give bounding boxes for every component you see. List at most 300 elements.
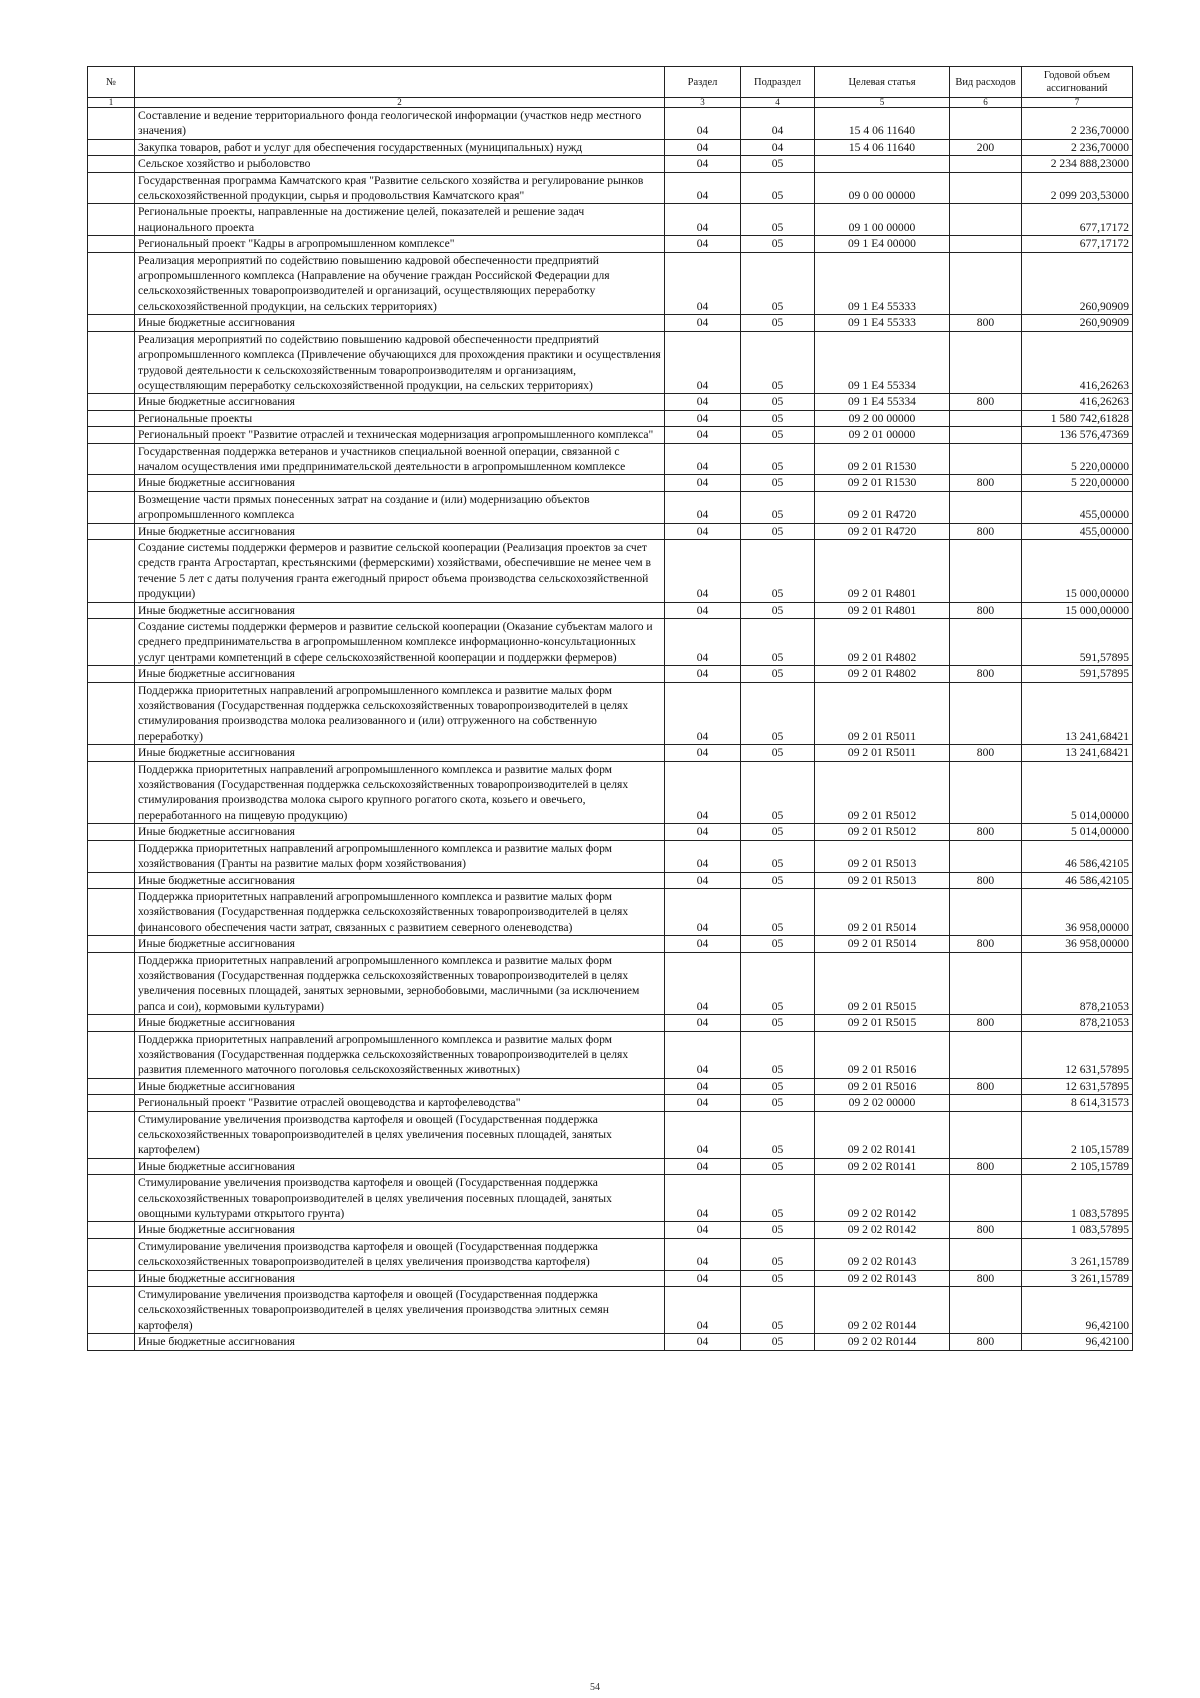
table-row: [88, 682, 1133, 745]
row-subsection-cell: 04: [741, 108, 815, 140]
page-number: 54: [590, 1682, 600, 1693]
row-expense-type-cell: 800: [950, 1334, 1022, 1350]
row-subsection-cell: 05: [741, 619, 815, 666]
row-subsection-cell: 05: [741, 840, 815, 872]
row-expense-type-cell: [950, 204, 1022, 236]
row-number-cell: [88, 1175, 135, 1222]
row-article-cell: 09 2 02 00000: [815, 1095, 950, 1111]
row-name-cell: Иные бюджетные ассигнования: [135, 394, 665, 410]
row-section-cell: 04: [665, 1111, 741, 1158]
row-expense-type-cell: 800: [950, 1222, 1022, 1238]
table-row: [88, 204, 1133, 236]
row-number-cell: [88, 331, 135, 394]
row-name-cell: Иные бюджетные ассигнования: [135, 1270, 665, 1286]
row-expense-type-cell: [950, 331, 1022, 394]
row-number-cell: [88, 824, 135, 840]
row-name-cell: Поддержка приоритетных направлений агропромышленного комплекса и развитие малых форм хозяйствования (Государственная поддержка сельскохозяйственных товаропроизводителей в целях финансового обеспечения части затрат, связанных с развитием северного оленеводства): [135, 888, 665, 935]
row-expense-type-cell: [950, 1095, 1022, 1111]
row-name-cell: Иные бюджетные ассигнования: [135, 745, 665, 761]
table-row: [88, 824, 1133, 840]
row-subsection-cell: 05: [741, 666, 815, 682]
row-article-cell: 09 2 01 R4720: [815, 491, 950, 523]
row-amount-cell: 36 958,00000: [1022, 936, 1133, 952]
row-subsection-cell: 05: [741, 952, 815, 1015]
table-row: [88, 936, 1133, 952]
row-section-cell: 04: [665, 1238, 741, 1270]
row-section-cell: 04: [665, 745, 741, 761]
row-name-cell: Стимулирование увеличения производства картофеля и овощей (Государственная поддержка сельскохозяйственных товаропроизводителей в целях увеличения производства картофеля): [135, 1238, 665, 1270]
row-expense-type-cell: 800: [950, 315, 1022, 331]
row-expense-type-cell: [950, 156, 1022, 172]
row-name-cell: Региональные проекты, направленные на достижение целей, показателей и решение задач национального проекта: [135, 204, 665, 236]
table-row: [88, 172, 1133, 204]
row-section-cell: 04: [665, 840, 741, 872]
row-amount-cell: 15 000,00000: [1022, 539, 1133, 602]
table-row: [88, 315, 1133, 331]
row-section-cell: 04: [665, 172, 741, 204]
row-amount-cell: 5 220,00000: [1022, 475, 1133, 491]
row-subsection-cell: 05: [741, 1158, 815, 1174]
table-row: [88, 952, 1133, 1015]
row-section-cell: 04: [665, 523, 741, 539]
row-name-cell: Реализация мероприятий по содействию повышению кадровой обеспеченности предприятий агропромышленного комплекса (Направление на обучение граждан Российской Федерации для сельскохозяйственных товаропроизводителей и организаций, осуществляющих переработку сельскохозяйственной продукции, на сельских территориях): [135, 252, 665, 315]
row-name-cell: Составление и ведение территориального фонда геологической информации (участков недр местного значения): [135, 108, 665, 140]
row-name-cell: Иные бюджетные ассигнования: [135, 1222, 665, 1238]
row-article-cell: 09 2 01 R5014: [815, 888, 950, 935]
row-expense-type-cell: 800: [950, 602, 1022, 618]
row-amount-cell: 5 014,00000: [1022, 824, 1133, 840]
row-subsection-cell: 05: [741, 936, 815, 952]
row-amount-cell: 46 586,42105: [1022, 840, 1133, 872]
row-section-cell: 04: [665, 602, 741, 618]
row-article-cell: 09 2 01 R4802: [815, 619, 950, 666]
row-article-cell: 09 2 01 R5014: [815, 936, 950, 952]
row-article-cell: 09 2 01 R5016: [815, 1031, 950, 1078]
table-row: [88, 1078, 1133, 1094]
row-number-cell: [88, 204, 135, 236]
row-expense-type-cell: 800: [950, 1158, 1022, 1174]
row-expense-type-cell: [950, 443, 1022, 475]
row-number-cell: [88, 139, 135, 155]
row-subsection-cell: 05: [741, 491, 815, 523]
row-amount-cell: 96,42100: [1022, 1287, 1133, 1334]
header-name: [135, 67, 665, 98]
row-article-cell: 09 2 01 R5011: [815, 745, 950, 761]
row-section-cell: 04: [665, 491, 741, 523]
row-article-cell: 09 2 01 R5012: [815, 824, 950, 840]
row-amount-cell: 8 614,31573: [1022, 1095, 1133, 1111]
table-row: [88, 602, 1133, 618]
table-row: [88, 619, 1133, 666]
table-row: [88, 1158, 1133, 1174]
header-annual-amount: Годовой объем ассигнований: [1022, 67, 1133, 98]
row-number-cell: [88, 1222, 135, 1238]
table-row: [88, 1222, 1133, 1238]
row-expense-type-cell: [950, 410, 1022, 426]
row-number-cell: [88, 1031, 135, 1078]
row-expense-type-cell: [950, 108, 1022, 140]
table-row: [88, 427, 1133, 443]
column-index-cell: 4: [741, 98, 815, 108]
row-subsection-cell: 05: [741, 410, 815, 426]
row-subsection-cell: 05: [741, 872, 815, 888]
row-name-cell: Иные бюджетные ассигнования: [135, 602, 665, 618]
row-number-cell: [88, 619, 135, 666]
row-name-cell: Иные бюджетные ассигнования: [135, 1334, 665, 1350]
row-article-cell: 09 1 E4 55333: [815, 252, 950, 315]
row-amount-cell: 3 261,15789: [1022, 1270, 1133, 1286]
row-subsection-cell: 05: [741, 1334, 815, 1350]
table-row: [88, 1175, 1133, 1222]
row-amount-cell: 2 105,15789: [1022, 1111, 1133, 1158]
row-amount-cell: 455,00000: [1022, 491, 1133, 523]
row-amount-cell: 1 083,57895: [1022, 1175, 1133, 1222]
row-article-cell: 09 2 01 R5016: [815, 1078, 950, 1094]
row-expense-type-cell: 800: [950, 824, 1022, 840]
row-name-cell: Поддержка приоритетных направлений агропромышленного комплекса и развитие малых форм хозяйствования (Государственная поддержка сельскохозяйственных товаропроизводителей в целях развития племенного маточного поголовья сельскохозяйственных животных): [135, 1031, 665, 1078]
table-row: [88, 1031, 1133, 1078]
row-name-cell: Поддержка приоритетных направлений агропромышленного комплекса и развитие малых форм хозяйствования (Государственная поддержка сельскохозяйственных товаропроизводителей в целях стимулирования производства молока сырого крупного рогатого скота, козьего и овечьего, переработанного на пищевую продукцию): [135, 761, 665, 824]
table-row: [88, 888, 1133, 935]
row-expense-type-cell: [950, 427, 1022, 443]
row-expense-type-cell: 800: [950, 1015, 1022, 1031]
row-amount-cell: 5 014,00000: [1022, 761, 1133, 824]
row-article-cell: 09 2 01 R5013: [815, 872, 950, 888]
row-expense-type-cell: [950, 1111, 1022, 1158]
table-row: [88, 156, 1133, 172]
table-row: [88, 443, 1133, 475]
table-row: [88, 1111, 1133, 1158]
table-row: [88, 331, 1133, 394]
row-article-cell: 09 2 01 00000: [815, 427, 950, 443]
row-section-cell: 04: [665, 619, 741, 666]
table-header-row: [88, 67, 1133, 98]
row-section-cell: 04: [665, 156, 741, 172]
row-subsection-cell: 05: [741, 1015, 815, 1031]
row-name-cell: Закупка товаров, работ и услуг для обеспечения государственных (муниципальных) нужд: [135, 139, 665, 155]
row-article-cell: 09 2 02 R0142: [815, 1175, 950, 1222]
row-number-cell: [88, 666, 135, 682]
row-number-cell: [88, 840, 135, 872]
row-subsection-cell: 05: [741, 745, 815, 761]
row-number-cell: [88, 443, 135, 475]
row-expense-type-cell: 800: [950, 936, 1022, 952]
row-name-cell: Иные бюджетные ассигнования: [135, 523, 665, 539]
row-article-cell: [815, 156, 950, 172]
row-name-cell: Поддержка приоритетных направлений агропромышленного комплекса и развитие малых форм хозяйствования (Гранты на развитие малых форм хозяйствования): [135, 840, 665, 872]
row-article-cell: 09 2 01 R5011: [815, 682, 950, 745]
row-number-cell: [88, 475, 135, 491]
table-row: [88, 1270, 1133, 1286]
table-row: [88, 1238, 1133, 1270]
row-article-cell: 09 1 E4 55334: [815, 331, 950, 394]
row-expense-type-cell: 200: [950, 139, 1022, 155]
table-row: [88, 1334, 1133, 1350]
row-subsection-cell: 05: [741, 761, 815, 824]
row-name-cell: Возмещение части прямых понесенных затрат на создание и (или) модернизацию объектов агропромышленного комплекса: [135, 491, 665, 523]
row-name-cell: Иные бюджетные ассигнования: [135, 936, 665, 952]
row-section-cell: 04: [665, 475, 741, 491]
row-name-cell: Региональный проект "Развитие отраслей овощеводства и картофелеводства": [135, 1095, 665, 1111]
row-name-cell: Создание системы поддержки фермеров и развитие сельской кооперации (Оказание субъектам малого и среднего предпринимательства в агропромышленном комплексе информационно-консультационных услуг центрами компетенций в сфере сельскохозяйственной кооперации и поддержки фермеров): [135, 619, 665, 666]
table-body: [88, 108, 1133, 1351]
row-subsection-cell: 04: [741, 139, 815, 155]
row-section-cell: 04: [665, 539, 741, 602]
row-section-cell: 04: [665, 139, 741, 155]
row-number-cell: [88, 1078, 135, 1094]
table-row: [88, 394, 1133, 410]
row-article-cell: 09 0 00 00000: [815, 172, 950, 204]
row-amount-cell: 96,42100: [1022, 1334, 1133, 1350]
row-section-cell: 04: [665, 1334, 741, 1350]
row-subsection-cell: 05: [741, 427, 815, 443]
row-amount-cell: 15 000,00000: [1022, 602, 1133, 618]
table-row: [88, 872, 1133, 888]
row-number-cell: [88, 236, 135, 252]
table-row: [88, 761, 1133, 824]
row-article-cell: 09 2 01 R5015: [815, 1015, 950, 1031]
row-amount-cell: 2 105,15789: [1022, 1158, 1133, 1174]
column-index-cell: 3: [665, 98, 741, 108]
table-row: [88, 539, 1133, 602]
header-section: Раздел: [665, 67, 741, 98]
row-article-cell: 09 1 E4 55334: [815, 394, 950, 410]
row-expense-type-cell: 800: [950, 523, 1022, 539]
row-subsection-cell: 05: [741, 539, 815, 602]
table-row: [88, 745, 1133, 761]
row-section-cell: 04: [665, 410, 741, 426]
row-amount-cell: 2 236,70000: [1022, 108, 1133, 140]
row-number-cell: [88, 1158, 135, 1174]
column-index-row: [88, 98, 1133, 108]
row-name-cell: Стимулирование увеличения производства картофеля и овощей (Государственная поддержка сельскохозяйственных товаропроизводителей в целях увеличения производства элитных семян картофеля): [135, 1287, 665, 1334]
row-subsection-cell: 05: [741, 172, 815, 204]
row-number-cell: [88, 682, 135, 745]
row-expense-type-cell: [950, 619, 1022, 666]
row-name-cell: Иные бюджетные ассигнования: [135, 1015, 665, 1031]
row-number-cell: [88, 252, 135, 315]
row-number-cell: [88, 745, 135, 761]
row-amount-cell: 416,26263: [1022, 394, 1133, 410]
row-expense-type-cell: 800: [950, 394, 1022, 410]
row-name-cell: Иные бюджетные ассигнования: [135, 475, 665, 491]
row-section-cell: 04: [665, 1078, 741, 1094]
row-name-cell: Реализация мероприятий по содействию повышению кадровой обеспеченности предприятий агропромышленного комплекса (Привлечение обучающихся для прохождения практики и осуществления трудовой деятельности к сельскохозяйственным товаропроизводителям и организациям, осуществляющим переработку сельскохозяйственной продукции, на сельских территориях): [135, 331, 665, 394]
row-number-cell: [88, 427, 135, 443]
row-section-cell: 04: [665, 1175, 741, 1222]
row-section-cell: 04: [665, 252, 741, 315]
row-name-cell: Стимулирование увеличения производства картофеля и овощей (Государственная поддержка сельскохозяйственных товаропроизводителей в целях увеличения посевных площадей, занятых овощными культурами открытого грунта): [135, 1175, 665, 1222]
column-index-cell: 7: [1022, 98, 1133, 108]
column-index-cell: 1: [88, 98, 135, 108]
row-number-cell: [88, 523, 135, 539]
row-section-cell: 04: [665, 315, 741, 331]
row-amount-cell: 12 631,57895: [1022, 1078, 1133, 1094]
row-subsection-cell: 05: [741, 394, 815, 410]
row-article-cell: 09 2 02 R0144: [815, 1287, 950, 1334]
table-row: [88, 236, 1133, 252]
row-amount-cell: 1 580 742,61828: [1022, 410, 1133, 426]
row-section-cell: 04: [665, 394, 741, 410]
row-amount-cell: 136 576,47369: [1022, 427, 1133, 443]
row-amount-cell: 5 220,00000: [1022, 443, 1133, 475]
row-subsection-cell: 05: [741, 1078, 815, 1094]
header-expense-type: Вид расходов: [950, 67, 1022, 98]
table-row: [88, 666, 1133, 682]
row-name-cell: Иные бюджетные ассигнования: [135, 824, 665, 840]
row-expense-type-cell: [950, 840, 1022, 872]
row-subsection-cell: 05: [741, 236, 815, 252]
row-subsection-cell: 05: [741, 331, 815, 394]
row-expense-type-cell: [950, 888, 1022, 935]
row-expense-type-cell: [950, 236, 1022, 252]
row-article-cell: 09 2 01 R4801: [815, 602, 950, 618]
row-amount-cell: 1 083,57895: [1022, 1222, 1133, 1238]
row-amount-cell: 878,21053: [1022, 1015, 1133, 1031]
row-article-cell: 09 2 02 R0143: [815, 1238, 950, 1270]
row-number-cell: [88, 172, 135, 204]
row-number-cell: [88, 1111, 135, 1158]
row-article-cell: 09 2 01 R1530: [815, 443, 950, 475]
row-amount-cell: 677,17172: [1022, 236, 1133, 252]
row-article-cell: 09 2 02 R0144: [815, 1334, 950, 1350]
row-article-cell: 09 2 01 R5013: [815, 840, 950, 872]
row-name-cell: Стимулирование увеличения производства картофеля и овощей (Государственная поддержка сельскохозяйственных товаропроизводителей в целях увеличения посевных площадей, занятых картофелем): [135, 1111, 665, 1158]
row-section-cell: 04: [665, 1270, 741, 1286]
row-subsection-cell: 05: [741, 1175, 815, 1222]
row-section-cell: 04: [665, 204, 741, 236]
row-article-cell: 15 4 06 11640: [815, 139, 950, 155]
row-section-cell: 04: [665, 236, 741, 252]
row-subsection-cell: 05: [741, 1287, 815, 1334]
row-expense-type-cell: [950, 172, 1022, 204]
row-amount-cell: 455,00000: [1022, 523, 1133, 539]
document-page: [87, 66, 1132, 1351]
row-name-cell: Региональные проекты: [135, 410, 665, 426]
row-article-cell: 09 2 01 R5015: [815, 952, 950, 1015]
row-subsection-cell: 05: [741, 523, 815, 539]
row-number-cell: [88, 539, 135, 602]
row-article-cell: 15 4 06 11640: [815, 108, 950, 140]
table-row: [88, 410, 1133, 426]
row-amount-cell: 13 241,68421: [1022, 745, 1133, 761]
header-subsection: Подраздел: [741, 67, 815, 98]
row-section-cell: 04: [665, 108, 741, 140]
row-subsection-cell: 05: [741, 475, 815, 491]
row-number-cell: [88, 602, 135, 618]
row-article-cell: 09 2 02 R0141: [815, 1111, 950, 1158]
row-number-cell: [88, 1095, 135, 1111]
row-amount-cell: 36 958,00000: [1022, 888, 1133, 935]
row-amount-cell: 260,90909: [1022, 252, 1133, 315]
row-expense-type-cell: [950, 761, 1022, 824]
row-section-cell: 04: [665, 761, 741, 824]
row-expense-type-cell: [950, 1175, 1022, 1222]
table-row: [88, 108, 1133, 140]
row-subsection-cell: 05: [741, 204, 815, 236]
row-section-cell: 04: [665, 1031, 741, 1078]
row-expense-type-cell: [950, 1287, 1022, 1334]
row-section-cell: 04: [665, 666, 741, 682]
row-article-cell: 09 2 02 R0143: [815, 1270, 950, 1286]
row-amount-cell: 591,57895: [1022, 619, 1133, 666]
row-subsection-cell: 05: [741, 443, 815, 475]
row-amount-cell: 3 261,15789: [1022, 1238, 1133, 1270]
row-number-cell: [88, 952, 135, 1015]
row-expense-type-cell: 800: [950, 872, 1022, 888]
row-number-cell: [88, 761, 135, 824]
row-subsection-cell: 05: [741, 824, 815, 840]
row-section-cell: 04: [665, 872, 741, 888]
row-expense-type-cell: [950, 1031, 1022, 1078]
row-subsection-cell: 05: [741, 1095, 815, 1111]
row-amount-cell: 2 236,70000: [1022, 139, 1133, 155]
row-subsection-cell: 05: [741, 156, 815, 172]
row-name-cell: Государственная поддержка ветеранов и участников специальной военной операции, связанной с началом осуществления ими предпринимательской деятельности в агропромышленном комплексе: [135, 443, 665, 475]
row-subsection-cell: 05: [741, 1270, 815, 1286]
row-expense-type-cell: [950, 682, 1022, 745]
row-name-cell: Поддержка приоритетных направлений агропромышленного комплекса и развитие малых форм хозяйствования (Государственная поддержка сельскохозяйственных товаропроизводителей в целях увеличения посевных площадей, занятых зерновыми, зернобобовыми, масличными (за исключением рапса и сои), кормовыми культурами): [135, 952, 665, 1015]
row-number-cell: [88, 108, 135, 140]
column-index-cell: 6: [950, 98, 1022, 108]
row-amount-cell: 12 631,57895: [1022, 1031, 1133, 1078]
row-expense-type-cell: 800: [950, 666, 1022, 682]
row-subsection-cell: 05: [741, 315, 815, 331]
row-name-cell: Региональный проект "Развитие отраслей и техническая модернизация агропромышленного комплекса": [135, 427, 665, 443]
row-number-cell: [88, 872, 135, 888]
row-number-cell: [88, 394, 135, 410]
row-subsection-cell: 05: [741, 252, 815, 315]
row-expense-type-cell: 800: [950, 745, 1022, 761]
row-name-cell: Иные бюджетные ассигнования: [135, 1078, 665, 1094]
row-section-cell: 04: [665, 427, 741, 443]
row-amount-cell: 13 241,68421: [1022, 682, 1133, 745]
row-amount-cell: 260,90909: [1022, 315, 1133, 331]
row-number-cell: [88, 410, 135, 426]
row-section-cell: 04: [665, 1222, 741, 1238]
row-section-cell: 04: [665, 888, 741, 935]
row-name-cell: Сельское хозяйство и рыболовство: [135, 156, 665, 172]
row-subsection-cell: 05: [741, 602, 815, 618]
row-subsection-cell: 05: [741, 1111, 815, 1158]
table-row: [88, 1287, 1133, 1334]
budget-allocation-table: [87, 66, 1133, 1351]
row-number-cell: [88, 1334, 135, 1350]
row-number-cell: [88, 491, 135, 523]
row-name-cell: Государственная программа Камчатского края "Развитие сельского хозяйства и регулирование рынков сельскохозяйственной продукции, сырья и продовольствия Камчатского края": [135, 172, 665, 204]
row-number-cell: [88, 156, 135, 172]
row-expense-type-cell: 800: [950, 1078, 1022, 1094]
row-number-cell: [88, 1238, 135, 1270]
header-number: №: [88, 67, 135, 98]
row-amount-cell: 878,21053: [1022, 952, 1133, 1015]
row-article-cell: 09 2 01 R5012: [815, 761, 950, 824]
row-amount-cell: 677,17172: [1022, 204, 1133, 236]
row-subsection-cell: 05: [741, 1031, 815, 1078]
row-article-cell: 09 2 01 R4801: [815, 539, 950, 602]
row-name-cell: Поддержка приоритетных направлений агропромышленного комплекса и развитие малых форм хозяйствования (Государственная поддержка сельскохозяйственных товаропроизводителей в целях стимулирования производства молока реализованного и (или) отгруженного на собственную переработку): [135, 682, 665, 745]
row-article-cell: 09 2 01 R4720: [815, 523, 950, 539]
row-name-cell: Создание системы поддержки фермеров и развитие сельской кооперации (Реализация проектов за счет средств гранта Агростартап, крестьянскими (фермерскими) хозяйствами, обеспечившие не менее чем в течение 5 лет с даты получения гранта ежегодный прирост объема производства сельскохозяйственной продукции): [135, 539, 665, 602]
row-name-cell: Региональный проект "Кадры в агропромышленном комплексе": [135, 236, 665, 252]
row-name-cell: Иные бюджетные ассигнования: [135, 666, 665, 682]
table-row: [88, 252, 1133, 315]
row-article-cell: 09 2 01 R1530: [815, 475, 950, 491]
row-article-cell: 09 2 02 R0141: [815, 1158, 950, 1174]
row-section-cell: 04: [665, 1095, 741, 1111]
row-article-cell: 09 2 01 R4802: [815, 666, 950, 682]
row-name-cell: Иные бюджетные ассигнования: [135, 872, 665, 888]
